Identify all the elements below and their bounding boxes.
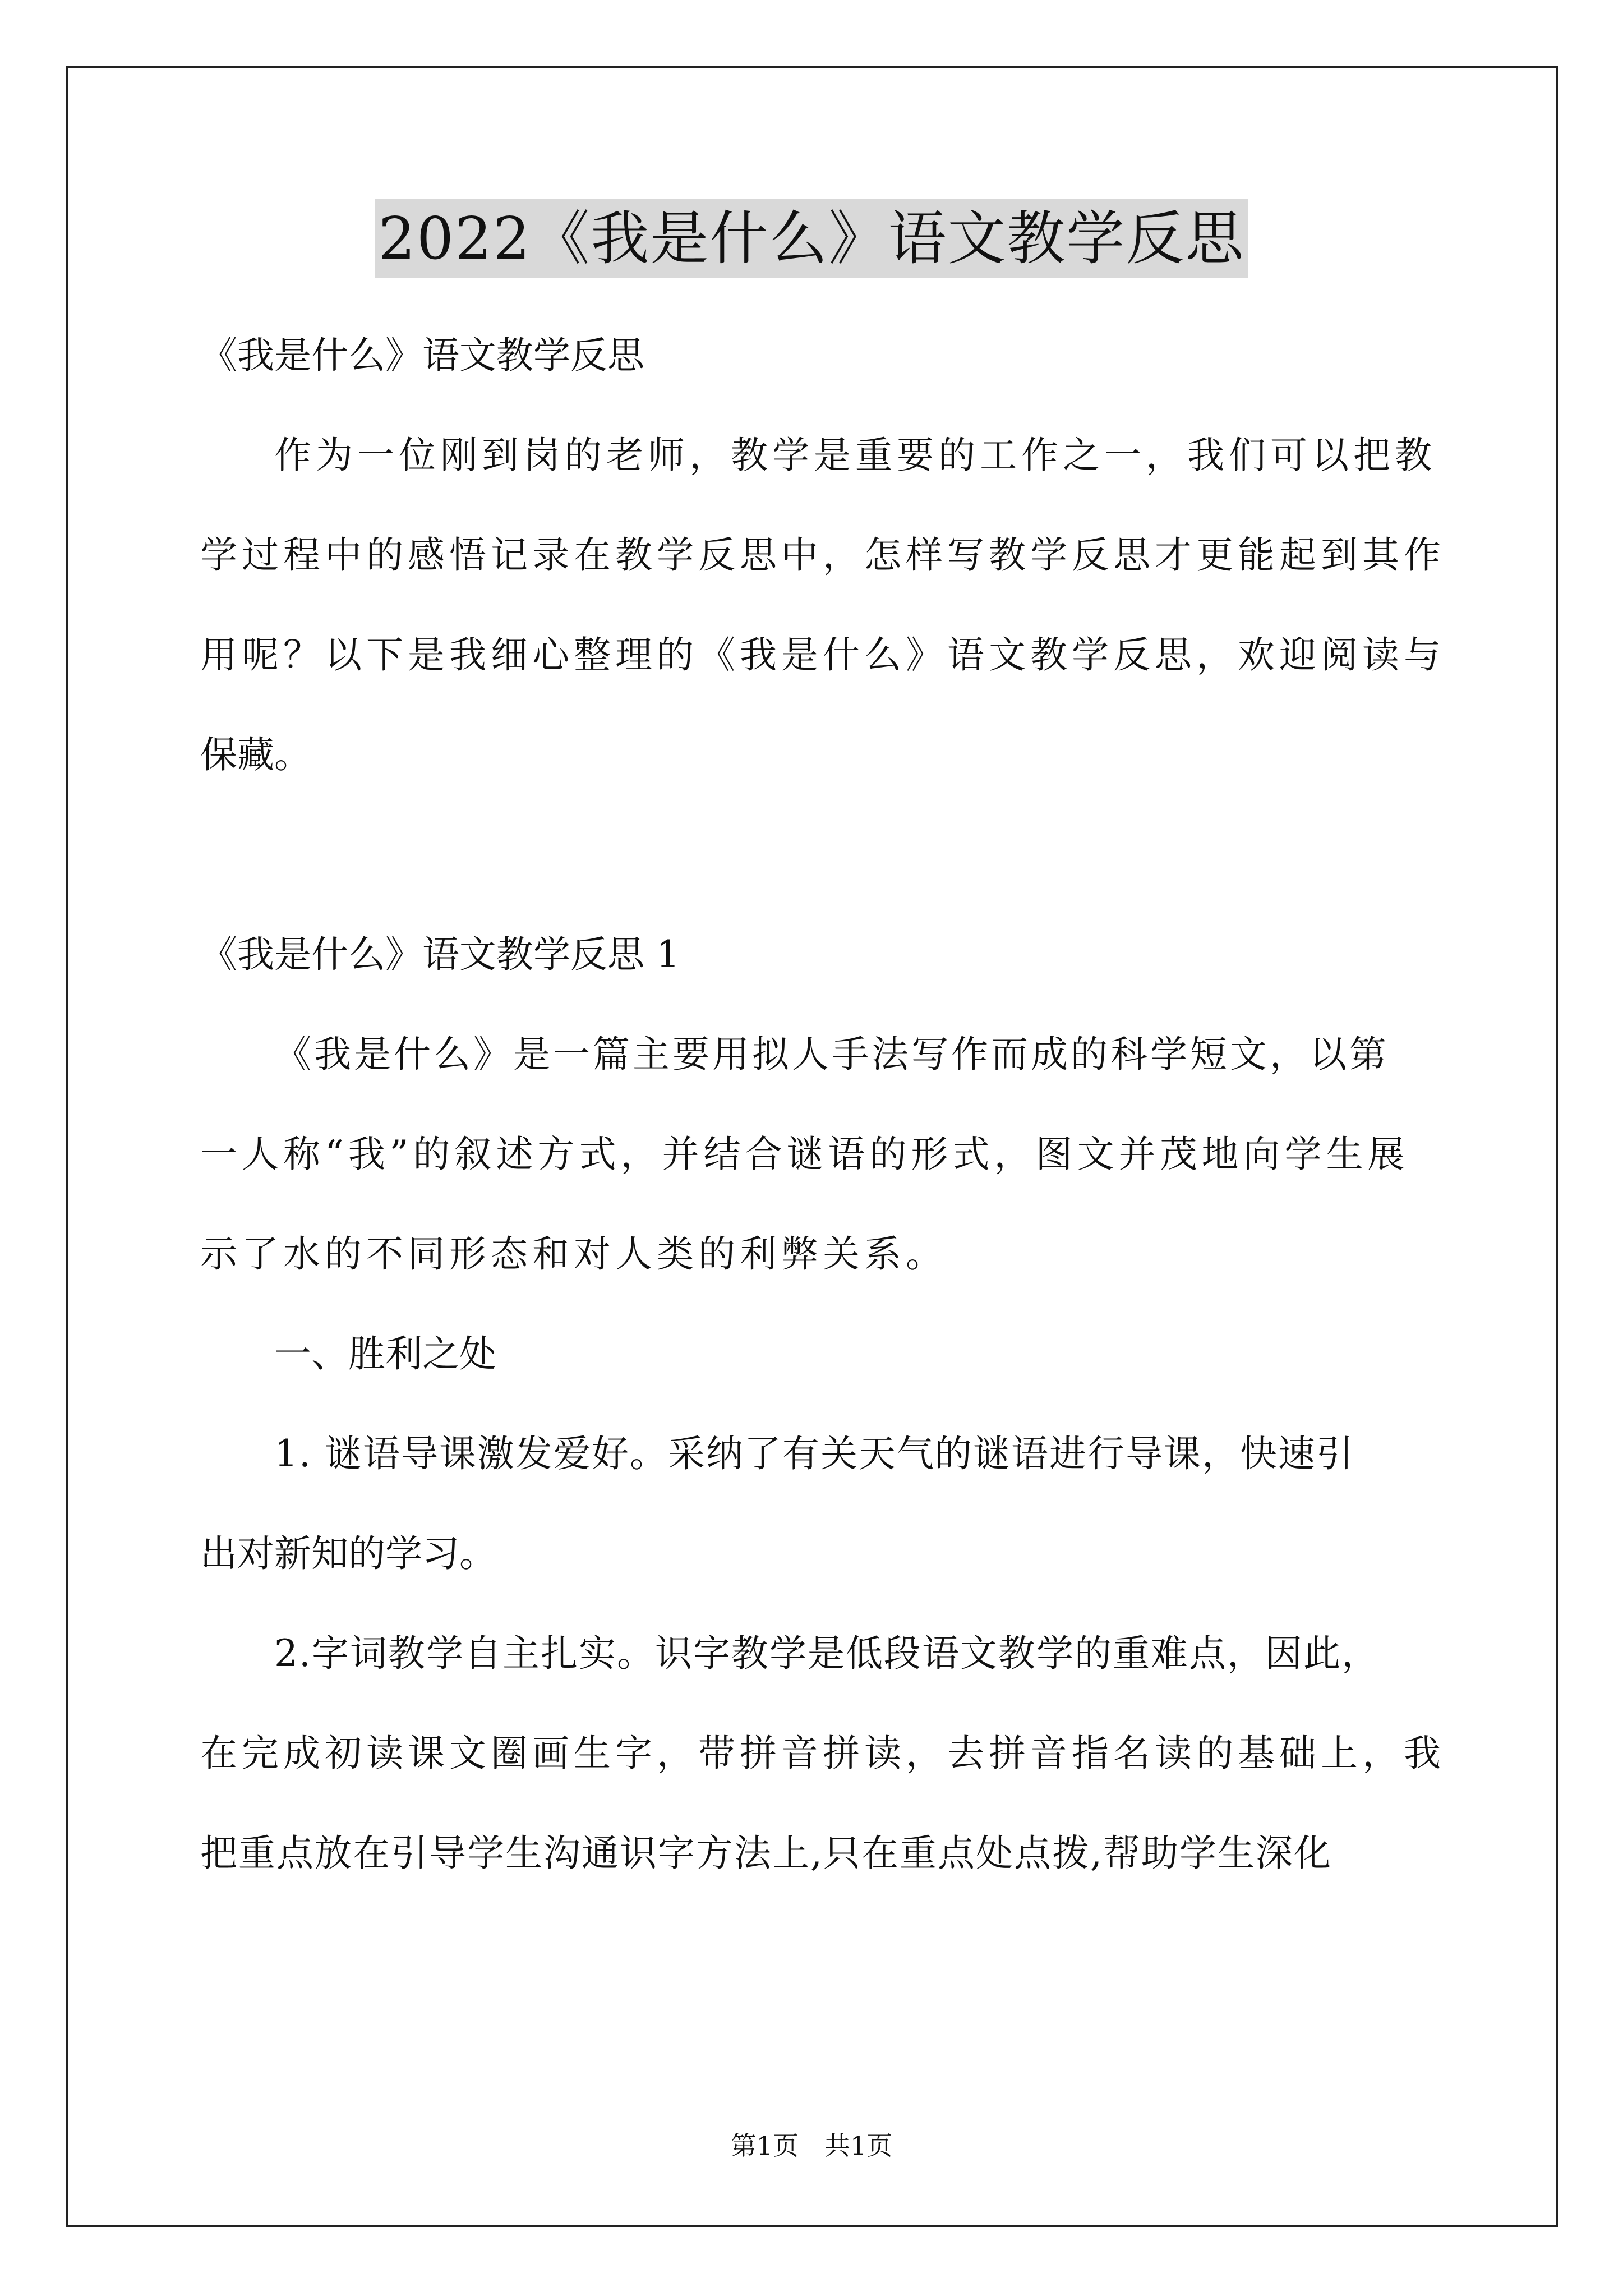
paragraph-line: 2.字词教学自主扎实。识字教学是低段语文教学的重难点，因此， — [274, 1632, 1380, 1675]
document-title: 2022《我是什么》语文教学反思 — [375, 199, 1248, 278]
paragraph-line: 作为一位刚到岗的老师，教学是重要的工作之一，我们可以把教 — [274, 434, 1436, 477]
paragraph-line: 出对新知的学习。 — [200, 1532, 496, 1575]
paragraph-line: 示了水的不同形态和对人类的利弊关系。 — [200, 1232, 947, 1276]
paragraph-line: 把重点放在引导学生沟通识字方法上,只在重点处点拨,帮助学生深化 — [200, 1832, 1332, 1875]
page-number-current: 第1页 — [730, 2131, 799, 2161]
spacer — [200, 805, 1434, 905]
page-footer — [0, 2129, 1623, 2162]
subsection-heading: 一、胜利之处 — [274, 1332, 496, 1375]
paragraph-line: 《我是什么》是一篇主要用拟人手法写作而成的科学短文，以第 — [274, 1033, 1389, 1076]
document-body — [200, 306, 1445, 1903]
subtitle-line: 《我是什么》语文教学反思 — [200, 334, 644, 377]
paragraph-line: 1. 谜语导课激发爱好。采纳了有关天气的谜语进行导课，快速引 — [274, 1432, 1354, 1475]
paragraph-line: 学过程中的感悟记录在教学反思中，怎样写教学反思才更能起到其作 — [200, 533, 1445, 577]
paragraph-line: 保藏。 — [200, 733, 311, 776]
paragraph-line: 一人称“我”的叙述方式，并结合谜语的形式，图文并茂地向学生展 — [200, 1133, 1409, 1176]
paragraph-line: 用呢？以下是我细心整理的《我是什么》语文教学反思，欢迎阅读与 — [200, 633, 1445, 677]
section-heading: 《我是什么》语文教学反思 1 — [200, 933, 680, 976]
paragraph-line: 在完成初读课文圈画生字，带拼音拼读，去拼音指名读的基础上，我 — [200, 1732, 1445, 1775]
title-wrap — [0, 199, 1623, 278]
page-number-total: 共1页 — [824, 2131, 893, 2161]
